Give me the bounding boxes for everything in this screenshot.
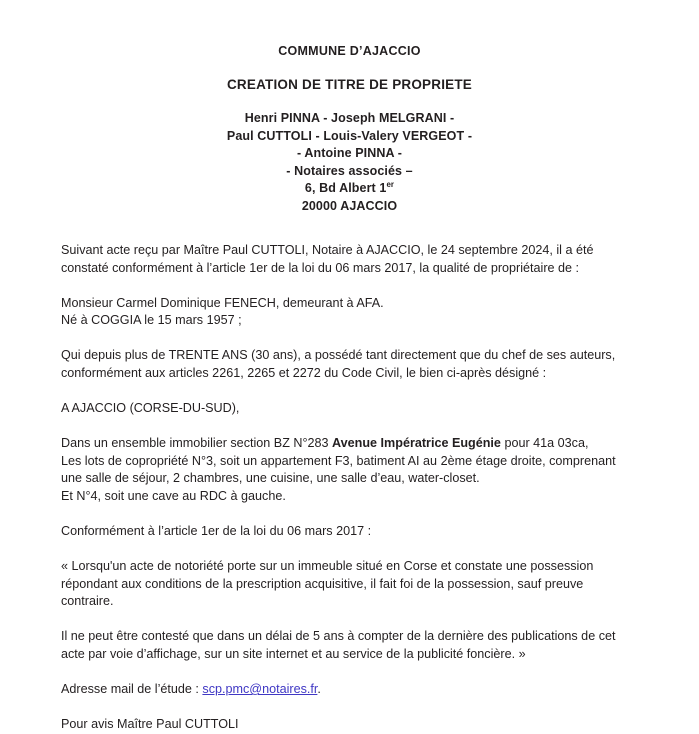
contest-line-1: Il ne peut être contesté que dans un délai de 5 ans à compter de la dernière des publications de cet: [61, 629, 616, 644]
quote-line-2: répondant aux conditions de la prescription acquisitive, il fait foi de la possession, sauf preuve: [61, 576, 584, 591]
paragraph-acte: [61, 242, 630, 277]
office-street-line: [0, 180, 699, 198]
office-street: 6, Bd Albert 1: [304, 181, 387, 195]
paragraph-possession: [61, 347, 630, 382]
paragraph-person: [61, 295, 630, 330]
conformement-line: Conformément à l’article 1er de la loi du 06 mars 2017 :: [61, 524, 372, 539]
possession-line-1: Qui depuis plus de TRENTE ANS (30 ans), a possédé tant directement que du chef de ses auteurs,: [61, 348, 616, 363]
property-street-name: Avenue Impératrice Eugénie: [332, 436, 501, 451]
commune-heading: COMMUNE D’AJACCIO: [278, 44, 421, 58]
contest-line-2: acte par voie d’affichage, sur un site internet et au service de la publicité foncière. »: [61, 647, 526, 661]
paragraph-signature: [61, 716, 630, 734]
paragraph-conformement: [61, 523, 630, 541]
acte-line-1: Suivant acte reçu par Maître Paul CUTTOLI, Notaire à AJACCIO, le 24 septembre 2024, il a été: [61, 243, 594, 257]
property-line-4: Et N°4, soit une cave au RDC à gauche.: [61, 488, 286, 503]
document-header: [0, 0, 699, 215]
document-title: CREATION DE TITRE DE PROPRIETE: [226, 77, 473, 92]
quote-line-3: contraire.: [61, 594, 114, 609]
email-period: .: [317, 682, 321, 697]
signature-line: Pour avis Maître Paul CUTTOLI: [61, 717, 239, 732]
paragraph-location: [61, 400, 630, 418]
quote-line-1: « Lorsqu'un acte de notoriété porte sur un immeuble situé en Corse et constate une possession: [61, 559, 594, 574]
paragraph-property: [61, 435, 630, 505]
document-body: [0, 242, 699, 734]
property-line-1: [61, 435, 630, 453]
person-line-2: Né à COGGIA le 15 mars 1957 ;: [61, 313, 242, 328]
notary-line-1: Henri PINNA - Joseph MELGRANI -: [244, 111, 455, 125]
email-link[interactable]: scp.pmc@notaires.fr: [202, 682, 318, 697]
possession-line-2: conformément aux articles 2261, 2265 et 2272 du Code Civil, le bien ci-après désigné :: [61, 365, 547, 380]
paragraph-quote: [61, 558, 630, 611]
property-prefix: Dans un ensemble immobilier section BZ N°283: [61, 436, 333, 451]
office-city: 20000 AJACCIO: [301, 198, 398, 213]
property-line-3: une salle de séjour, 2 chambres, une cuisine, une salle d’eau, water-closet.: [61, 471, 480, 486]
paragraph-email: [61, 681, 630, 699]
paragraph-contest: [61, 628, 630, 663]
notaries-block: [0, 110, 699, 215]
notary-line-3: - Antoine PINNA -: [297, 146, 402, 160]
ordinal-suffix: er: [386, 179, 395, 189]
property-line-2: Les lots de copropriété N°3, soit un appartement F3, batiment AI au 2ème étage droite, comprenant: [61, 453, 616, 468]
person-line-1: Monsieur Carmel Dominique FENECH, demeurant à AFA.: [61, 295, 384, 310]
acte-line-2: constaté conformément à l’article 1er de la loi du 06 mars 2017, la qualité de propriétaire de :: [61, 260, 580, 275]
location-line: A AJACCIO (CORSE-DU-SUD),: [61, 401, 240, 416]
email-label: Adresse mail de l’étude :: [61, 682, 203, 697]
property-suffix: pour 41a 03ca,: [500, 436, 589, 451]
notary-line-4: - Notaires associés –: [286, 163, 413, 178]
notary-line-2: Paul CUTTOLI - Louis-Valery VERGEOT -: [226, 128, 473, 143]
